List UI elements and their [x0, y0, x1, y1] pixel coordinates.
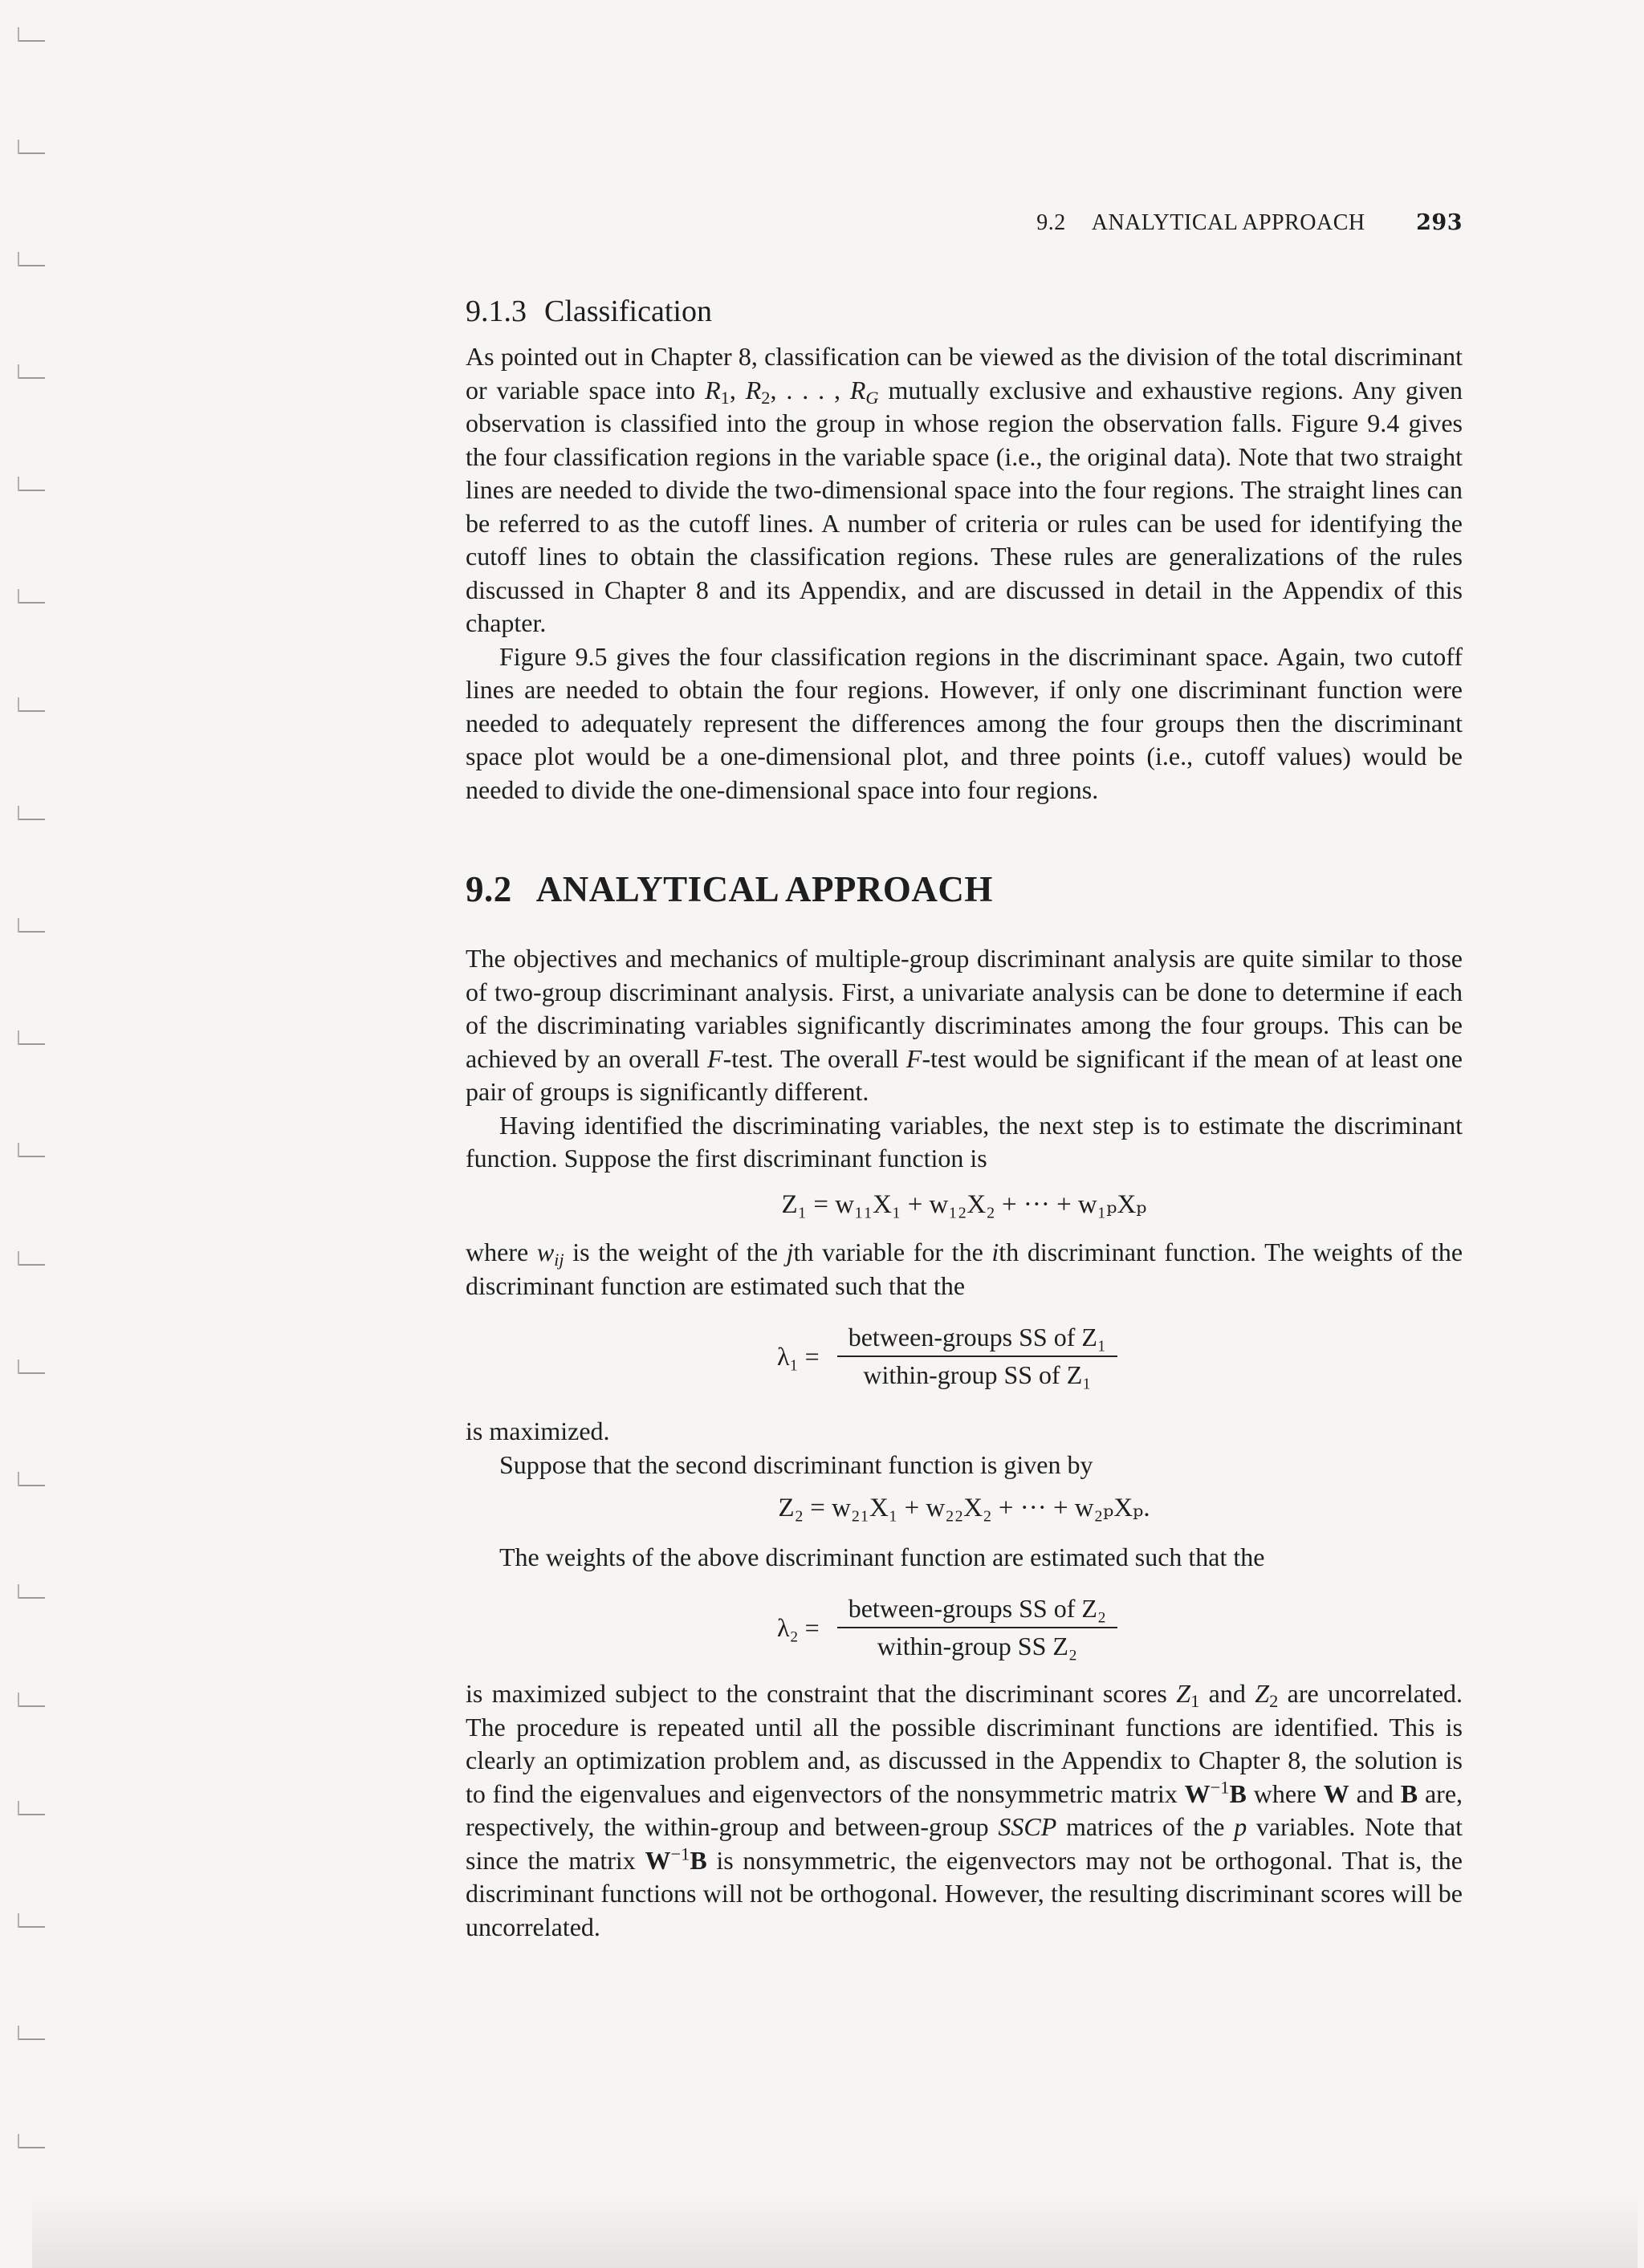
lambda2-denominator: within-group SS Z₂	[877, 1632, 1078, 1660]
binding-margin	[0, 0, 56, 2268]
equation-lambda1	[777, 1323, 1117, 1390]
classification-paragraphs	[466, 340, 1463, 807]
subsection-title: Classification	[544, 295, 712, 328]
running-header	[1036, 210, 1463, 236]
section-heading	[466, 868, 1463, 910]
weights-paragraph	[466, 1236, 1463, 1303]
paragraph: is maximized.	[466, 1416, 610, 1445]
analytical-paragraphs	[466, 942, 1463, 1176]
header-title: ANALYTICAL APPROACH	[1091, 210, 1365, 235]
paragraph: is maximized subject to the constraint that the discriminant scores $Z_1$ and $Z_2$ are uncorrelated. The procedure is repeated until all the possible discriminant functions are identified. This is clearly an optimization problem and, as discussed in the Appendix to Chapter 8, the solution is to find the eigenvalues and eigenvectors of the nonsymmetric matrix $W^{-1}B$ where W and B are, respectively, the within-group and between-group SSCP matrices of the p variables. Note that since the matrix $W^{-1}B$ is nonsymmetric, the eigenvectors may not be orthogonal. That is, the discriminant functions will not be orthogonal. However, the resulting discriminant scores will be uncorrelated.	[466, 1679, 1463, 1941]
equation-z2: Z₂ = w₂₁X₁ + w₂₂X₂ + ··· + w₂ₚXₚ.	[778, 1494, 1150, 1522]
paragraph: where $w_{ij}$ is the weight of the jth variable for the ith discriminant function. The weights of the discriminant function are estimated such that the	[466, 1238, 1463, 1300]
lambda2-numerator: between-groups SS of Z₂	[837, 1594, 1117, 1628]
lambda1-numerator: between-groups SS of Z₁	[837, 1323, 1117, 1357]
section-title: ANALYTICAL APPROACH	[535, 869, 993, 909]
equation-z1: Z₁ = w₁₁X₁ + w₁₂X₂ + ··· + w₁ₚXₚ	[781, 1190, 1147, 1219]
paragraph: The weights of the above discriminant function are estimated such that the	[499, 1542, 1265, 1571]
lambda1-lhs: λ₁ =	[777, 1341, 820, 1371]
paragraph: Figure 9.5 gives the four classification regions in the discriminant space. Again, two cutoff lines are needed to obtain the four regions. However, if only one discriminant function were needed to adequately represent the differences among the four groups then the discriminant space plot would be a one-dimensional plot, and three points (i.e., cutoff values) would be needed to divide the one-dimensional space into four regions.	[466, 641, 1463, 804]
constraint-paragraph	[466, 1677, 1463, 1944]
header-section-number: 9.2	[1036, 210, 1066, 235]
section-number: 9.2	[466, 869, 512, 909]
lambda2-lhs: λ₂ =	[777, 1612, 820, 1642]
subsection-number: 9.1.3	[466, 295, 527, 328]
maximized-paragraph	[466, 1415, 1463, 1482]
paragraph: The objectives and mechanics of multiple-group discriminant analysis are quite similar to those of two-group discriminant analysis. First, a univariate analysis can be done to determine if each of the discriminating variables significantly discriminates among the four groups. This can be achieved by an overall F-test. The overall F-test would be significant if the mean of at least one pair of groups is significantly different.	[466, 944, 1463, 1106]
page-number: 293	[1416, 210, 1463, 235]
lambda1-denominator: within-group SS of Z₁	[863, 1360, 1092, 1389]
subsection-heading	[466, 294, 1463, 329]
scan-shadow	[32, 2196, 1638, 2268]
paragraph: As pointed out in Chapter 8, classification can be viewed as the division of the total discriminant or variable space into $R_1$, $R_2$, . . . , $R_G$ mutually exclusive and exhaustive regions. Any given observation is classified into the group in whose region the observation falls. Figure 9.4 gives the four classification regions in the variable space (i.e., the original data). Note that two straight lines are needed to divide the two-dimensional space into the four regions. The straight lines can be referred to as the cutoff lines. A number of criteria or rules can be used for identifying the cutoff lines to obtain the classification regions. These rules are generalizations of the rules discussed in Chapter 8 and its Appendix, and are discussed in detail in the Appendix of this chapter.	[466, 342, 1463, 637]
equation-lambda2	[777, 1594, 1117, 1661]
weights2-paragraph	[466, 1541, 1463, 1575]
paragraph: Having identified the discriminating variables, the next step is to estimate the discriminant function. Suppose the first discriminant function is	[466, 1110, 1463, 1173]
paragraph: Suppose that the second discriminant function is given by	[499, 1449, 1093, 1479]
